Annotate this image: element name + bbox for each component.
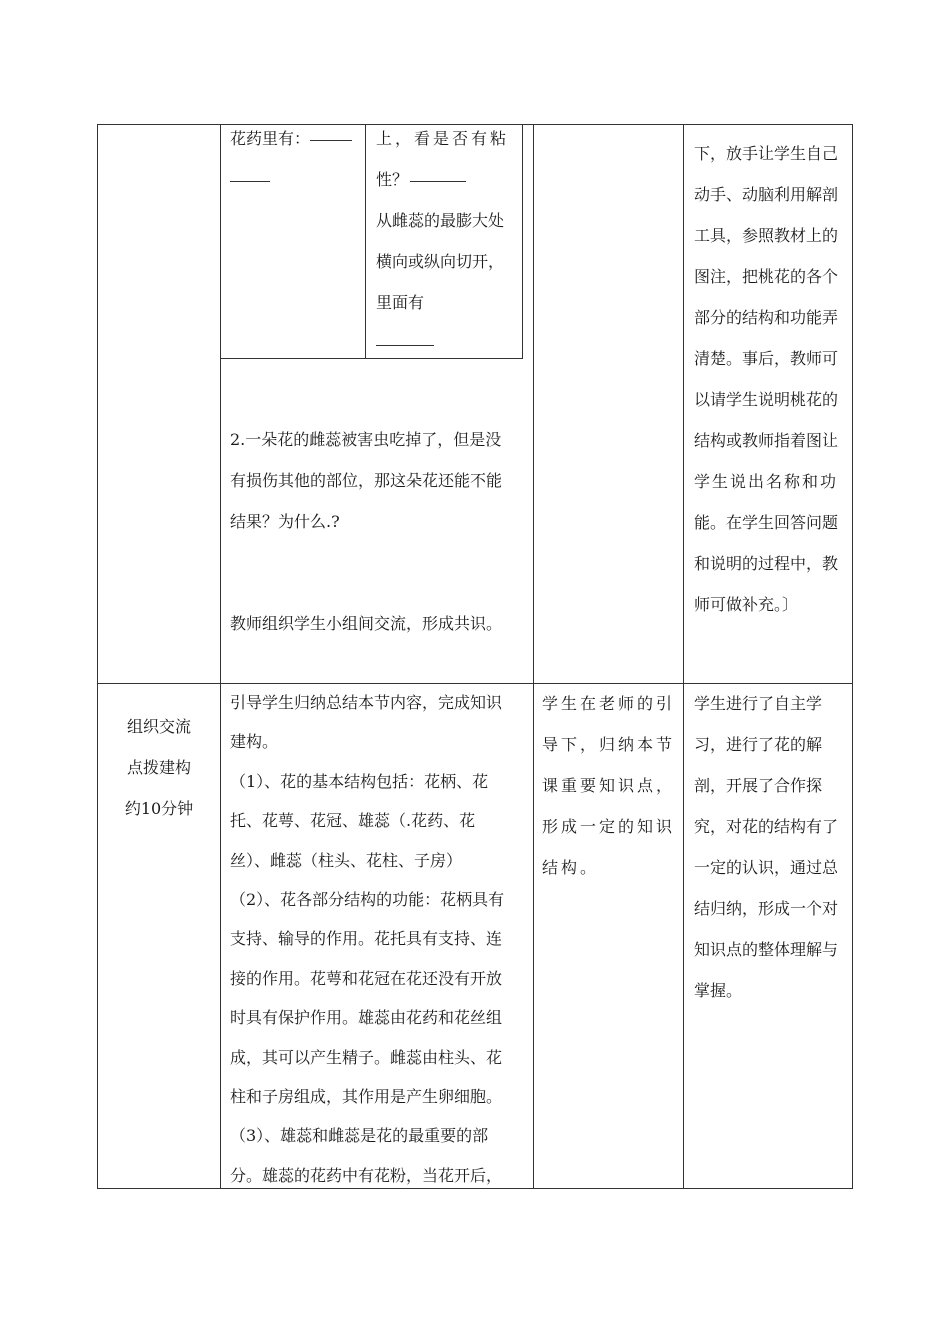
student-line: 课重要知识点，	[542, 776, 676, 795]
design-line: 和说明的过程中，教	[694, 554, 839, 573]
student-line: 导下，归纳本节	[542, 735, 676, 754]
design-line: 部分的结构和功能弄	[694, 308, 839, 327]
content-line: 建构。	[230, 732, 279, 752]
design-line: 图注，把桃花的各个	[694, 267, 839, 286]
content-line: 丝）、雌蕊（柱头、花柱、子房）	[230, 850, 463, 870]
design-line: 习，进行了花的解	[694, 735, 823, 754]
content-line: 托、花萼、花冠、雄蕊（.花药、花	[230, 811, 476, 831]
content-line: 分。雄蕊的花药中有花粉，当花开后，	[230, 1165, 503, 1185]
inner-right-line: 上，看是否有粘	[376, 129, 510, 148]
question-2	[230, 419, 530, 542]
content-line: 成，其可以产生精子。雌蕊由柱头、花	[230, 1047, 503, 1067]
design-line: 结构或教师指着图让	[694, 431, 839, 450]
content-line: 引导学生归纳总结本节内容，完成知识	[230, 693, 503, 712]
design-line: 知识点的整体理解与	[694, 940, 839, 959]
answer-blank[interactable]	[230, 180, 270, 182]
stage-cell	[99, 706, 219, 829]
design-line: 工具，参照教材上的	[694, 226, 839, 245]
col-divider-1	[220, 124, 221, 1189]
col-divider-3	[683, 124, 684, 1189]
anther-label: 花药里有：	[230, 129, 311, 148]
content-line: 支持、输导的作用。花托具有支持、连	[230, 929, 503, 949]
design-intent-upper	[694, 133, 844, 625]
inner-table-divider	[365, 124, 366, 359]
inner-right-cell	[376, 118, 516, 364]
design-line: 以请学生说明桃花的	[694, 390, 839, 409]
design-line: 究，对花的结构有了	[694, 817, 839, 836]
col-divider-2	[533, 124, 534, 1189]
design-line: 剖，开展了合作探	[694, 776, 823, 795]
student-line: 结构。	[542, 858, 600, 877]
design-line: 学生说出名称和功	[694, 472, 839, 491]
design-line: 学生进行了自主学	[694, 694, 823, 713]
teacher-organization-text: 教师组织学生小组间交流，形成共识。	[230, 614, 503, 633]
content-line: 时具有保护作用。雄蕊由花药和花丝组	[230, 1008, 503, 1028]
content-line: （3）、雄蕊和雌蕊是花的最重要的部	[230, 1126, 489, 1146]
content-line: 柱和子房组成，其作用是产生卵细胞。	[230, 1087, 503, 1107]
inner-table-right	[522, 124, 523, 359]
content-line: 接的作用。花萼和花冠在花还没有开放	[230, 968, 503, 988]
student-line: 形成一定的知识	[542, 817, 676, 836]
stage-line: 约10分钟	[124, 799, 194, 818]
student-line: 学生在老师的引	[542, 694, 676, 713]
content-line: （1）、花的基本结构包括：花柄、花	[230, 771, 489, 791]
inner-right-line: 性？	[376, 170, 409, 189]
summary-content	[230, 683, 530, 1195]
question-line: 结果？为什么.?	[230, 512, 340, 531]
design-line: 结归纳，形成一个对	[694, 899, 839, 918]
question-line: 有损伤其他的部位，那这朵花还能不能	[230, 471, 503, 490]
inner-right-line: 里面有	[376, 293, 425, 312]
stage-line: 点拨建构	[126, 758, 191, 777]
stage-line: 组织交流	[126, 717, 191, 736]
question-line: 2.一朵花的雌蕊被害虫吃掉了，但是没	[230, 430, 502, 449]
inner-right-line: 横向或纵向切开，	[376, 252, 505, 271]
design-line: 师可做补充。〕	[694, 595, 799, 614]
student-activity	[542, 683, 677, 888]
answer-blank[interactable]	[410, 180, 466, 182]
content-line: （2）、花各部分结构的功能：花柄具有	[230, 890, 505, 910]
table-left-border	[97, 124, 98, 1189]
design-line: 掌握。	[694, 981, 743, 1000]
design-line: 清楚。事后，教师可	[694, 349, 839, 368]
table-right-border	[852, 124, 853, 1189]
answer-blank[interactable]	[310, 139, 352, 141]
answer-blank[interactable]	[376, 344, 434, 346]
design-intent-lower	[694, 683, 844, 1011]
design-line: 能。在学生回答问题	[694, 513, 839, 532]
design-line: 下，放手让学生自己	[694, 144, 839, 163]
inner-right-line: 从雌蕊的最膨大处	[376, 211, 505, 230]
design-line: 动手、动脑利用解剖	[694, 185, 839, 204]
design-line: 一定的认识，通过总	[694, 858, 839, 877]
inner-left-cell	[230, 118, 360, 200]
